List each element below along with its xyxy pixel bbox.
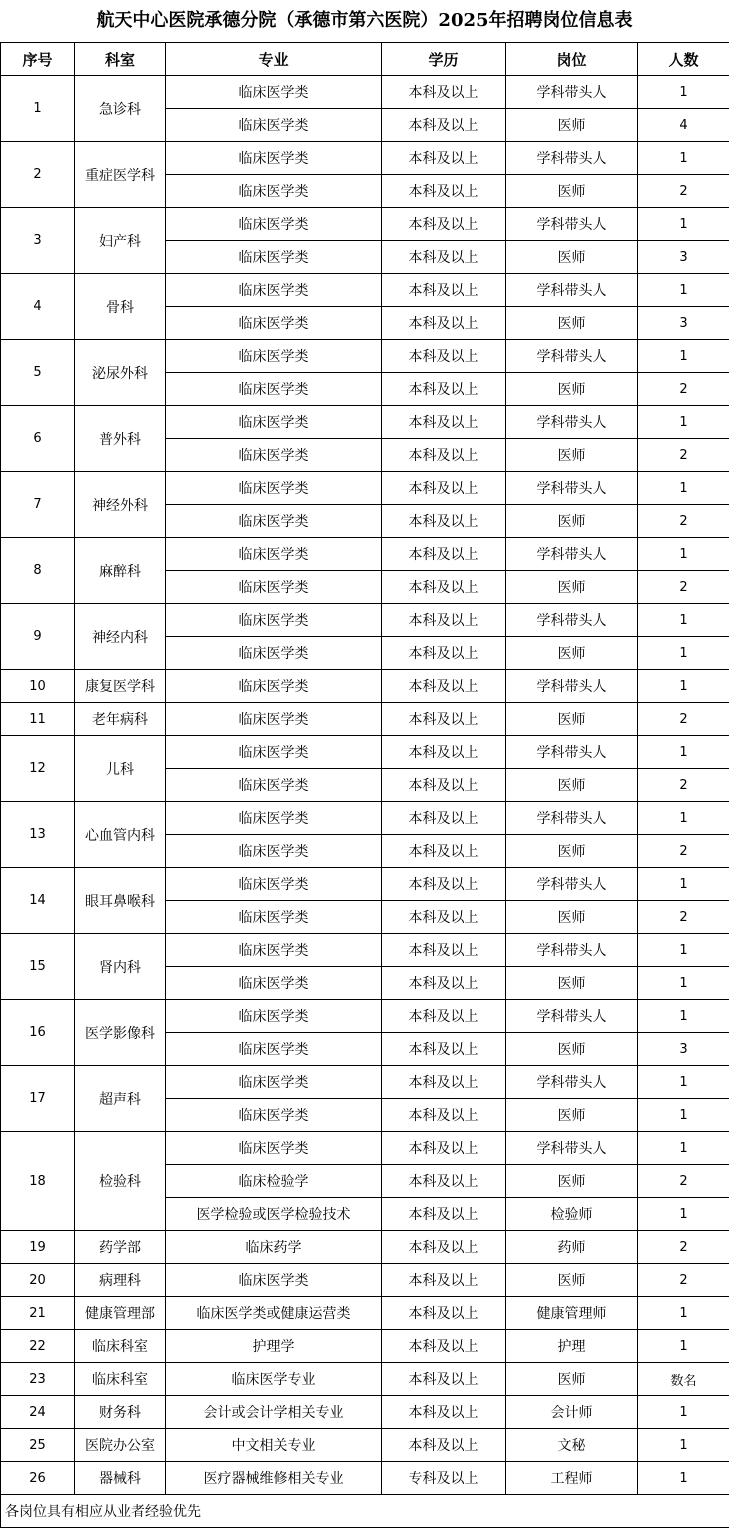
cell-post: 文秘 (506, 1429, 638, 1462)
cell-edu: 本科及以上 (382, 340, 506, 373)
cell-major: 临床医学类 (166, 637, 382, 670)
cell-major: 临床医学类 (166, 604, 382, 637)
cell-edu: 本科及以上 (382, 109, 506, 142)
cell-major: 中文相关专业 (166, 1429, 382, 1462)
cell-edu: 本科及以上 (382, 241, 506, 274)
cell-count: 1 (638, 604, 729, 637)
table-header-row (1, 43, 729, 76)
cell-edu: 本科及以上 (382, 1396, 506, 1429)
cell-major: 临床医学类 (166, 175, 382, 208)
table-row (1, 340, 729, 373)
cell-post: 医师 (506, 373, 638, 406)
cell-dept: 泌尿外科 (75, 340, 166, 406)
cell-major: 临床医学类 (166, 1099, 382, 1132)
cell-post: 医师 (506, 175, 638, 208)
cell-major: 临床医学类 (166, 571, 382, 604)
cell-major: 临床医学类 (166, 505, 382, 538)
cell-post: 医师 (506, 439, 638, 472)
cell-dept: 急诊科 (75, 76, 166, 142)
cell-post: 学科带头人 (506, 1000, 638, 1033)
cell-edu: 本科及以上 (382, 1033, 506, 1066)
cell-post: 学科带头人 (506, 1132, 638, 1165)
cell-major: 临床医学类 (166, 868, 382, 901)
cell-post: 学科带头人 (506, 340, 638, 373)
cell-count: 2 (638, 505, 729, 538)
cell-count: 1 (638, 1066, 729, 1099)
table-row (1, 1132, 729, 1165)
table-row (1, 1066, 729, 1099)
cell-major: 临床医学类 (166, 769, 382, 802)
cell-major: 临床医学类 (166, 208, 382, 241)
cell-dept: 眼耳鼻喉科 (75, 868, 166, 934)
cell-major: 临床医学类 (166, 934, 382, 967)
cell-dept: 肾内科 (75, 934, 166, 1000)
cell-post: 学科带头人 (506, 538, 638, 571)
cell-index: 25 (1, 1429, 75, 1462)
header-dept: 科室 (75, 43, 166, 76)
cell-count: 2 (638, 175, 729, 208)
cell-count: 1 (638, 670, 729, 703)
cell-post: 学科带头人 (506, 1066, 638, 1099)
cell-index: 23 (1, 1363, 75, 1396)
cell-post: 医师 (506, 769, 638, 802)
cell-post: 学科带头人 (506, 76, 638, 109)
table-row (1, 1396, 729, 1429)
cell-edu: 本科及以上 (382, 175, 506, 208)
cell-post: 学科带头人 (506, 802, 638, 835)
cell-post: 会计师 (506, 1396, 638, 1429)
cell-dept: 药学部 (75, 1231, 166, 1264)
cell-count: 3 (638, 241, 729, 274)
cell-index: 24 (1, 1396, 75, 1429)
cell-post: 学科带头人 (506, 736, 638, 769)
cell-dept: 器械科 (75, 1462, 166, 1495)
cell-count: 3 (638, 1033, 729, 1066)
cell-index: 15 (1, 934, 75, 1000)
cell-index: 21 (1, 1297, 75, 1330)
cell-major: 临床医学类 (166, 835, 382, 868)
cell-major: 临床医学类 (166, 1033, 382, 1066)
cell-post: 工程师 (506, 1462, 638, 1495)
cell-count: 2 (638, 769, 729, 802)
cell-major: 临床医学类 (166, 76, 382, 109)
cell-major: 临床医学类 (166, 1132, 382, 1165)
cell-dept: 神经内科 (75, 604, 166, 670)
table-row (1, 934, 729, 967)
cell-count: 3 (638, 307, 729, 340)
cell-count: 1 (638, 1198, 729, 1231)
recruitment-table (0, 43, 729, 1528)
cell-major: 临床医学类 (166, 736, 382, 769)
cell-edu: 本科及以上 (382, 1066, 506, 1099)
cell-edu: 本科及以上 (382, 967, 506, 1000)
cell-dept: 病理科 (75, 1264, 166, 1297)
table-row (1, 274, 729, 307)
cell-index: 26 (1, 1462, 75, 1495)
cell-count: 1 (638, 1297, 729, 1330)
cell-post: 医师 (506, 835, 638, 868)
cell-edu: 本科及以上 (382, 670, 506, 703)
cell-post: 学科带头人 (506, 868, 638, 901)
cell-edu: 本科及以上 (382, 1264, 506, 1297)
cell-edu: 本科及以上 (382, 901, 506, 934)
cell-major: 临床医学类 (166, 109, 382, 142)
cell-major: 临床医学类 (166, 373, 382, 406)
cell-post: 学科带头人 (506, 142, 638, 175)
table-row (1, 802, 729, 835)
cell-count: 1 (638, 1099, 729, 1132)
cell-major: 临床医学类 (166, 1264, 382, 1297)
cell-count: 2 (638, 1231, 729, 1264)
cell-index: 19 (1, 1231, 75, 1264)
page-title: 航天中心医院承德分院（承德市第六医院）2025年招聘岗位信息表 (0, 0, 729, 43)
cell-edu: 本科及以上 (382, 373, 506, 406)
cell-dept: 临床科室 (75, 1330, 166, 1363)
header-post: 岗位 (506, 43, 638, 76)
cell-major: 临床药学 (166, 1231, 382, 1264)
table-row (1, 604, 729, 637)
cell-post: 医师 (506, 505, 638, 538)
cell-count: 数名 (638, 1363, 729, 1396)
cell-edu: 本科及以上 (382, 1429, 506, 1462)
cell-index: 2 (1, 142, 75, 208)
cell-index: 22 (1, 1330, 75, 1363)
cell-count: 2 (638, 835, 729, 868)
cell-post: 医师 (506, 1264, 638, 1297)
cell-count: 1 (638, 208, 729, 241)
cell-edu: 本科及以上 (382, 439, 506, 472)
cell-edu: 本科及以上 (382, 505, 506, 538)
cell-post: 医师 (506, 241, 638, 274)
cell-edu: 本科及以上 (382, 1330, 506, 1363)
cell-edu: 专科及以上 (382, 1462, 506, 1495)
cell-count: 2 (638, 571, 729, 604)
cell-count: 1 (638, 637, 729, 670)
cell-edu: 本科及以上 (382, 868, 506, 901)
cell-post: 医师 (506, 637, 638, 670)
cell-major: 临床医学类 (166, 406, 382, 439)
cell-major: 临床医学类 (166, 307, 382, 340)
table-row (1, 1264, 729, 1297)
cell-edu: 本科及以上 (382, 1132, 506, 1165)
cell-dept: 普外科 (75, 406, 166, 472)
cell-index: 17 (1, 1066, 75, 1132)
cell-edu: 本科及以上 (382, 142, 506, 175)
table-body (1, 76, 729, 1495)
cell-count: 1 (638, 1462, 729, 1495)
cell-edu: 本科及以上 (382, 406, 506, 439)
header-index: 序号 (1, 43, 75, 76)
cell-count: 1 (638, 472, 729, 505)
cell-index: 13 (1, 802, 75, 868)
cell-edu: 本科及以上 (382, 208, 506, 241)
cell-post: 护理 (506, 1330, 638, 1363)
cell-post: 医师 (506, 967, 638, 1000)
cell-edu: 本科及以上 (382, 1165, 506, 1198)
cell-post: 医师 (506, 571, 638, 604)
cell-edu: 本科及以上 (382, 571, 506, 604)
table-row (1, 1330, 729, 1363)
cell-dept: 老年病科 (75, 703, 166, 736)
cell-count: 2 (638, 901, 729, 934)
cell-dept: 妇产科 (75, 208, 166, 274)
cell-index: 6 (1, 406, 75, 472)
cell-index: 7 (1, 472, 75, 538)
cell-edu: 本科及以上 (382, 703, 506, 736)
note-text: 各岗位具有相应从业者经验优先 (1, 1495, 729, 1528)
cell-major: 临床医学类 (166, 472, 382, 505)
cell-major: 临床医学类 (166, 538, 382, 571)
cell-edu: 本科及以上 (382, 769, 506, 802)
cell-major: 临床医学类 (166, 274, 382, 307)
cell-edu: 本科及以上 (382, 274, 506, 307)
cell-edu: 本科及以上 (382, 1000, 506, 1033)
cell-major: 临床检验学 (166, 1165, 382, 1198)
cell-dept: 健康管理部 (75, 1297, 166, 1330)
cell-major: 临床医学类 (166, 901, 382, 934)
cell-edu: 本科及以上 (382, 604, 506, 637)
table-row (1, 1429, 729, 1462)
cell-index: 1 (1, 76, 75, 142)
cell-index: 20 (1, 1264, 75, 1297)
cell-dept: 康复医学科 (75, 670, 166, 703)
cell-index: 14 (1, 868, 75, 934)
cell-major: 临床医学类 (166, 142, 382, 175)
cell-index: 10 (1, 670, 75, 703)
table-row (1, 736, 729, 769)
cell-post: 医师 (506, 901, 638, 934)
cell-post: 药师 (506, 1231, 638, 1264)
table-row (1, 1231, 729, 1264)
cell-index: 8 (1, 538, 75, 604)
cell-dept: 重症医学科 (75, 142, 166, 208)
cell-post: 医师 (506, 109, 638, 142)
cell-count: 2 (638, 703, 729, 736)
cell-count: 1 (638, 340, 729, 373)
cell-major: 临床医学类 (166, 241, 382, 274)
cell-edu: 本科及以上 (382, 802, 506, 835)
table-row (1, 1462, 729, 1495)
cell-index: 11 (1, 703, 75, 736)
cell-count: 1 (638, 1429, 729, 1462)
cell-count: 1 (638, 538, 729, 571)
cell-post: 医师 (506, 1033, 638, 1066)
cell-post: 学科带头人 (506, 208, 638, 241)
cell-post: 学科带头人 (506, 670, 638, 703)
cell-major: 临床医学类或健康运营类 (166, 1297, 382, 1330)
cell-post: 学科带头人 (506, 274, 638, 307)
cell-count: 1 (638, 406, 729, 439)
cell-count: 4 (638, 109, 729, 142)
cell-count: 1 (638, 1396, 729, 1429)
cell-major: 医学检验或医学检验技术 (166, 1198, 382, 1231)
table-row (1, 1000, 729, 1033)
cell-count: 2 (638, 373, 729, 406)
cell-post: 医师 (506, 1165, 638, 1198)
cell-post: 学科带头人 (506, 934, 638, 967)
cell-major: 会计或会计学相关专业 (166, 1396, 382, 1429)
table-row (1, 406, 729, 439)
table-row (1, 868, 729, 901)
cell-count: 2 (638, 1264, 729, 1297)
cell-major: 临床医学类 (166, 340, 382, 373)
cell-major: 医疗器械维修相关专业 (166, 1462, 382, 1495)
table-row (1, 1297, 729, 1330)
cell-edu: 本科及以上 (382, 637, 506, 670)
cell-dept: 检验科 (75, 1132, 166, 1231)
cell-dept: 骨科 (75, 274, 166, 340)
cell-index: 3 (1, 208, 75, 274)
cell-count: 1 (638, 1330, 729, 1363)
cell-dept: 儿科 (75, 736, 166, 802)
cell-edu: 本科及以上 (382, 1231, 506, 1264)
cell-major: 临床医学类 (166, 1000, 382, 1033)
cell-count: 1 (638, 142, 729, 175)
cell-index: 12 (1, 736, 75, 802)
cell-edu: 本科及以上 (382, 736, 506, 769)
table-row (1, 472, 729, 505)
cell-index: 18 (1, 1132, 75, 1231)
cell-major: 护理学 (166, 1330, 382, 1363)
cell-index: 5 (1, 340, 75, 406)
table-row (1, 142, 729, 175)
cell-dept: 神经外科 (75, 472, 166, 538)
table-row (1, 538, 729, 571)
cell-post: 健康管理师 (506, 1297, 638, 1330)
cell-edu: 本科及以上 (382, 835, 506, 868)
cell-dept: 麻醉科 (75, 538, 166, 604)
cell-edu: 本科及以上 (382, 1099, 506, 1132)
table-row (1, 670, 729, 703)
cell-edu: 本科及以上 (382, 76, 506, 109)
cell-post: 学科带头人 (506, 406, 638, 439)
cell-count: 1 (638, 802, 729, 835)
cell-dept: 超声科 (75, 1066, 166, 1132)
cell-count: 1 (638, 868, 729, 901)
cell-index: 4 (1, 274, 75, 340)
cell-count: 1 (638, 274, 729, 307)
cell-count: 2 (638, 1165, 729, 1198)
cell-edu: 本科及以上 (382, 538, 506, 571)
cell-major: 临床医学类 (166, 439, 382, 472)
cell-count: 1 (638, 1000, 729, 1033)
cell-edu: 本科及以上 (382, 1363, 506, 1396)
cell-edu: 本科及以上 (382, 1198, 506, 1231)
cell-major: 临床医学类 (166, 967, 382, 1000)
cell-edu: 本科及以上 (382, 1297, 506, 1330)
cell-dept: 财务科 (75, 1396, 166, 1429)
cell-count: 1 (638, 76, 729, 109)
cell-major: 临床医学类 (166, 670, 382, 703)
cell-edu: 本科及以上 (382, 934, 506, 967)
cell-count: 1 (638, 934, 729, 967)
cell-post: 学科带头人 (506, 472, 638, 505)
cell-dept: 医学影像科 (75, 1000, 166, 1066)
table-row (1, 76, 729, 109)
note-row (1, 1495, 729, 1528)
header-major: 专业 (166, 43, 382, 76)
cell-post: 医师 (506, 307, 638, 340)
cell-post: 检验师 (506, 1198, 638, 1231)
header-count: 人数 (638, 43, 729, 76)
cell-dept: 心血管内科 (75, 802, 166, 868)
table-row (1, 1363, 729, 1396)
cell-post: 医师 (506, 703, 638, 736)
cell-edu: 本科及以上 (382, 307, 506, 340)
cell-post: 学科带头人 (506, 604, 638, 637)
table-row (1, 208, 729, 241)
cell-post: 医师 (506, 1363, 638, 1396)
table-row (1, 703, 729, 736)
cell-count: 1 (638, 967, 729, 1000)
cell-index: 9 (1, 604, 75, 670)
cell-count: 1 (638, 1132, 729, 1165)
cell-post: 医师 (506, 1099, 638, 1132)
cell-count: 1 (638, 736, 729, 769)
cell-major: 临床医学类 (166, 802, 382, 835)
cell-major: 临床医学类 (166, 703, 382, 736)
cell-count: 2 (638, 439, 729, 472)
cell-major: 临床医学类 (166, 1066, 382, 1099)
cell-major: 临床医学专业 (166, 1363, 382, 1396)
header-edu: 学历 (382, 43, 506, 76)
cell-dept: 临床科室 (75, 1363, 166, 1396)
cell-dept: 医院办公室 (75, 1429, 166, 1462)
cell-index: 16 (1, 1000, 75, 1066)
cell-edu: 本科及以上 (382, 472, 506, 505)
